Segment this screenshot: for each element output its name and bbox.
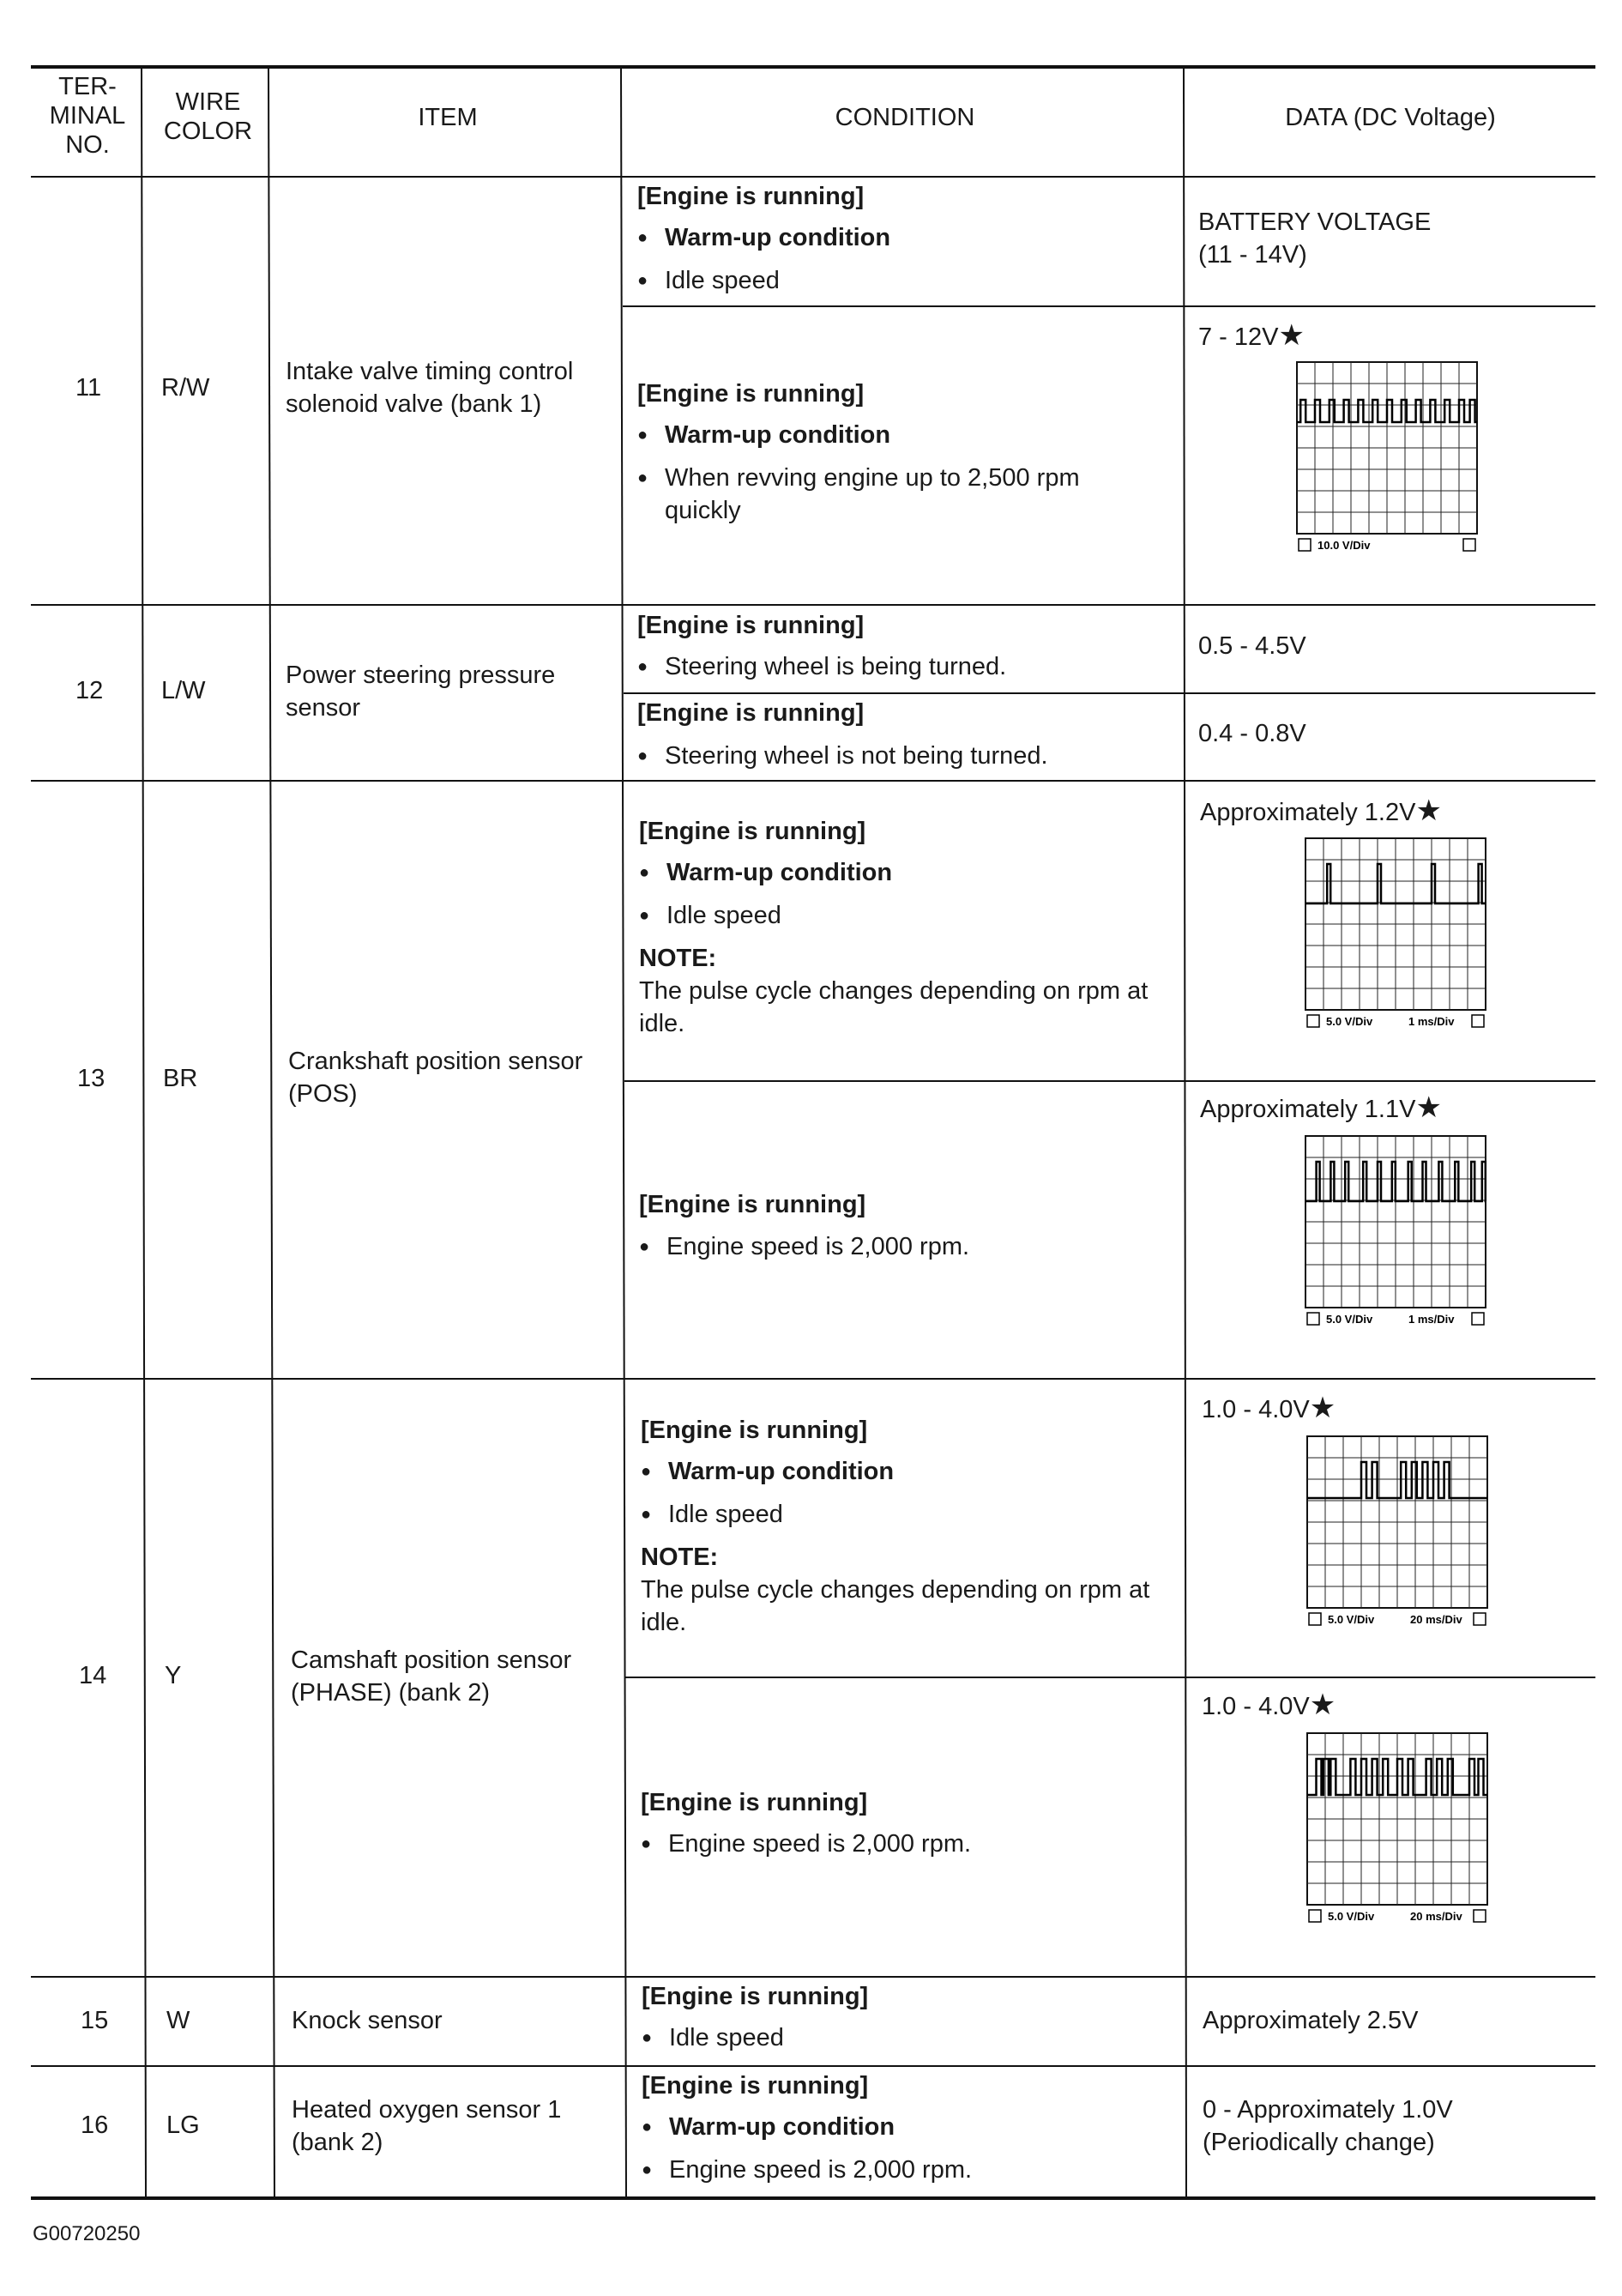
header-terminal-line-2: MINAL [49,102,126,130]
header-item: ITEM [418,104,478,131]
item-16-line-1: Heated oxygen sensor 1 [292,2096,562,2124]
data-11b-value: 7 - 12V [1198,323,1279,351]
scope-volt-div: 5.0 V/Div [1328,1613,1375,1626]
cond-13a-note-title: NOTE: [639,945,717,972]
star-13a: ★ [1415,795,1442,827]
data-14b-value: 1.0 - 4.0V [1202,1693,1310,1720]
item-11-line-2: solenoid valve (bank 1) [286,390,542,418]
cond-12a-bullet-1: ● Steering wheel is being turned. [665,650,1006,683]
cond-13b-bullet-1: ● Engine speed is 2,000 rpm. [666,1230,969,1263]
cond-14a-note-line-1: The pulse cycle changes depending on rpm at [641,1576,1150,1604]
waveform-scope-11 [1295,360,1479,563]
terminal-13: 13 [77,1065,106,1092]
cond-11a-bullet-2: ● Idle speed [665,264,780,297]
header-wire-line-2: COLOR [163,118,253,145]
cond-14a-note-title: NOTE: [641,1544,719,1571]
data-11b [1198,319,1305,353]
header-terminal-line-3: NO. [65,131,110,159]
header-data: DATA (DC Voltage) [1285,104,1496,131]
cond-15-title: [Engine is running] [642,1983,869,2010]
cond-15-bullet-1: ● Idle speed [669,2021,784,2054]
cond-11b-bullet-1: ● Warm-up condition [665,419,890,451]
cond-11a-bullet-1: ● Warm-up condition [665,221,890,254]
item-14-line-2: (PHASE) (bank 2) [291,1679,491,1707]
cond-12b-bullet-1: ● Steering wheel is not being turned. [665,740,1048,772]
cond-16-title: [Engine is running] [642,2072,869,2100]
scope-marker-icon [1307,1015,1319,1027]
item-16-line-2: (bank 2) [292,2129,383,2156]
item-11-line-1: Intake valve timing control [286,358,574,385]
terminal-12: 12 [75,677,104,704]
cond-14b-bullet-1: ● Engine speed is 2,000 rpm. [668,1828,971,1860]
terminal-11: 11 [75,374,102,402]
terminal-14: 14 [79,1662,107,1689]
item-13-line-2: (POS) [288,1080,358,1108]
wire-11: R/W [161,374,210,402]
cond-13b-title: [Engine is running] [639,1191,866,1218]
data-14b [1202,1689,1336,1723]
data-16-line-1: 0 - Approximately 1.0V [1203,2096,1453,2124]
item-12-line-2: sensor [286,694,361,722]
wire-15: W [166,2007,190,2034]
cond-12b-title: [Engine is running] [637,699,865,727]
cond-14b-title: [Engine is running] [641,1789,868,1816]
scope-volt-div: 5.0 V/Div [1328,1910,1375,1923]
cond-16-bullet-1: ● Warm-up condition [669,2111,895,2143]
data-12b: 0.4 - 0.8V [1198,720,1306,747]
cond-14a-bullet-2: ● Idle speed [668,1498,783,1531]
star-11b: ★ [1278,319,1305,352]
waveform-scope-14b [1305,1731,1489,1934]
cond-14a-bullet-1: ● Warm-up condition [668,1455,894,1488]
cond-11a-title: [Engine is running] [637,183,865,210]
cond-14a-note-line-2: idle. [641,1609,687,1636]
figure-code: G00720250 [33,2222,141,2245]
waveform-scope-13b [1304,1134,1487,1337]
scope-marker-icon [1309,1910,1321,1922]
star-13b: ★ [1415,1091,1442,1124]
scope-time-div: 20 ms/Div [1410,1910,1462,1923]
cond-13a-bullet-1: ● Warm-up condition [666,856,892,889]
scope-trigger-icon [1472,1015,1484,1027]
wire-16: LG [166,2112,200,2139]
data-14a [1202,1392,1336,1426]
wire-14: Y [165,1662,182,1689]
item-14-line-1: Camshaft position sensor [291,1646,572,1674]
data-11a-line-2: (11 - 14V) [1198,241,1307,269]
scope-volt-div: 10.0 V/Div [1317,539,1371,552]
cond-14a-title: [Engine is running] [641,1417,868,1444]
scope-marker-icon [1307,1313,1319,1325]
scope-volt-div: 5.0 V/Div [1326,1313,1373,1326]
item-13-line-1: Crankshaft position sensor [288,1048,583,1075]
scope-time-div: 20 ms/Div [1410,1613,1462,1626]
data-11a-line-1: BATTERY VOLTAGE [1198,208,1432,236]
scope-trigger-icon [1472,1313,1484,1325]
cond-13a-note-line-1: The pulse cycle changes depending on rpm at [639,977,1149,1005]
scope-time-div: 1 ms/Div [1408,1015,1455,1028]
data-13b-value: Approximately 1.1V [1200,1096,1416,1123]
header-terminal-line-1: TER- [58,73,117,100]
scope-volt-div: 5.0 V/Div [1326,1015,1373,1028]
cond-13a-title: [Engine is running] [639,818,866,845]
terminal-16: 16 [81,2112,109,2139]
scope-marker-icon [1309,1613,1321,1625]
scope-trigger-icon [1474,1613,1486,1625]
cond-11b-bullet-2: ● When revving engine up to 2,500 rpm [665,462,1080,494]
wire-13: BR [163,1065,198,1092]
data-16-line-2: (Periodically change) [1203,2129,1435,2156]
data-12a: 0.5 - 4.5V [1198,632,1306,660]
header-wire-color [146,88,270,146]
header-condition: CONDITION [835,104,975,131]
waveform-scope-13a [1304,837,1487,1039]
cond-13a-note-line-2: idle. [639,1010,685,1037]
scope-trigger-icon [1474,1910,1486,1922]
scope-marker-icon [1299,539,1311,551]
scope-time-div: 1 ms/Div [1408,1313,1455,1326]
data-13b [1200,1091,1442,1126]
data-14a-value: 1.0 - 4.0V [1202,1396,1310,1423]
scope-trigger-icon [1463,539,1475,551]
star-14b: ★ [1309,1689,1336,1721]
data-15: Approximately 2.5V [1203,2007,1419,2034]
data-13a-value: Approximately 1.2V [1200,799,1416,826]
star-14a: ★ [1309,1392,1336,1424]
cond-16-bullet-2: ● Engine speed is 2,000 rpm. [669,2154,972,2186]
data-13a [1200,795,1442,829]
cond-13a-bullet-2: ● Idle speed [666,899,781,932]
item-12-line-1: Power steering pressure [286,662,556,689]
header-wire-line-1: WIRE [175,88,241,116]
cond-12a-title: [Engine is running] [637,612,865,639]
header-terminal-no [34,72,141,160]
terminal-15: 15 [81,2007,109,2034]
cond-11b-bullet-2-cont: quickly [665,497,741,524]
wire-12: L/W [161,677,206,704]
waveform-scope-14a [1305,1435,1489,1637]
item-15-line-1: Knock sensor [292,2007,443,2034]
cond-11b-title: [Engine is running] [637,380,865,408]
